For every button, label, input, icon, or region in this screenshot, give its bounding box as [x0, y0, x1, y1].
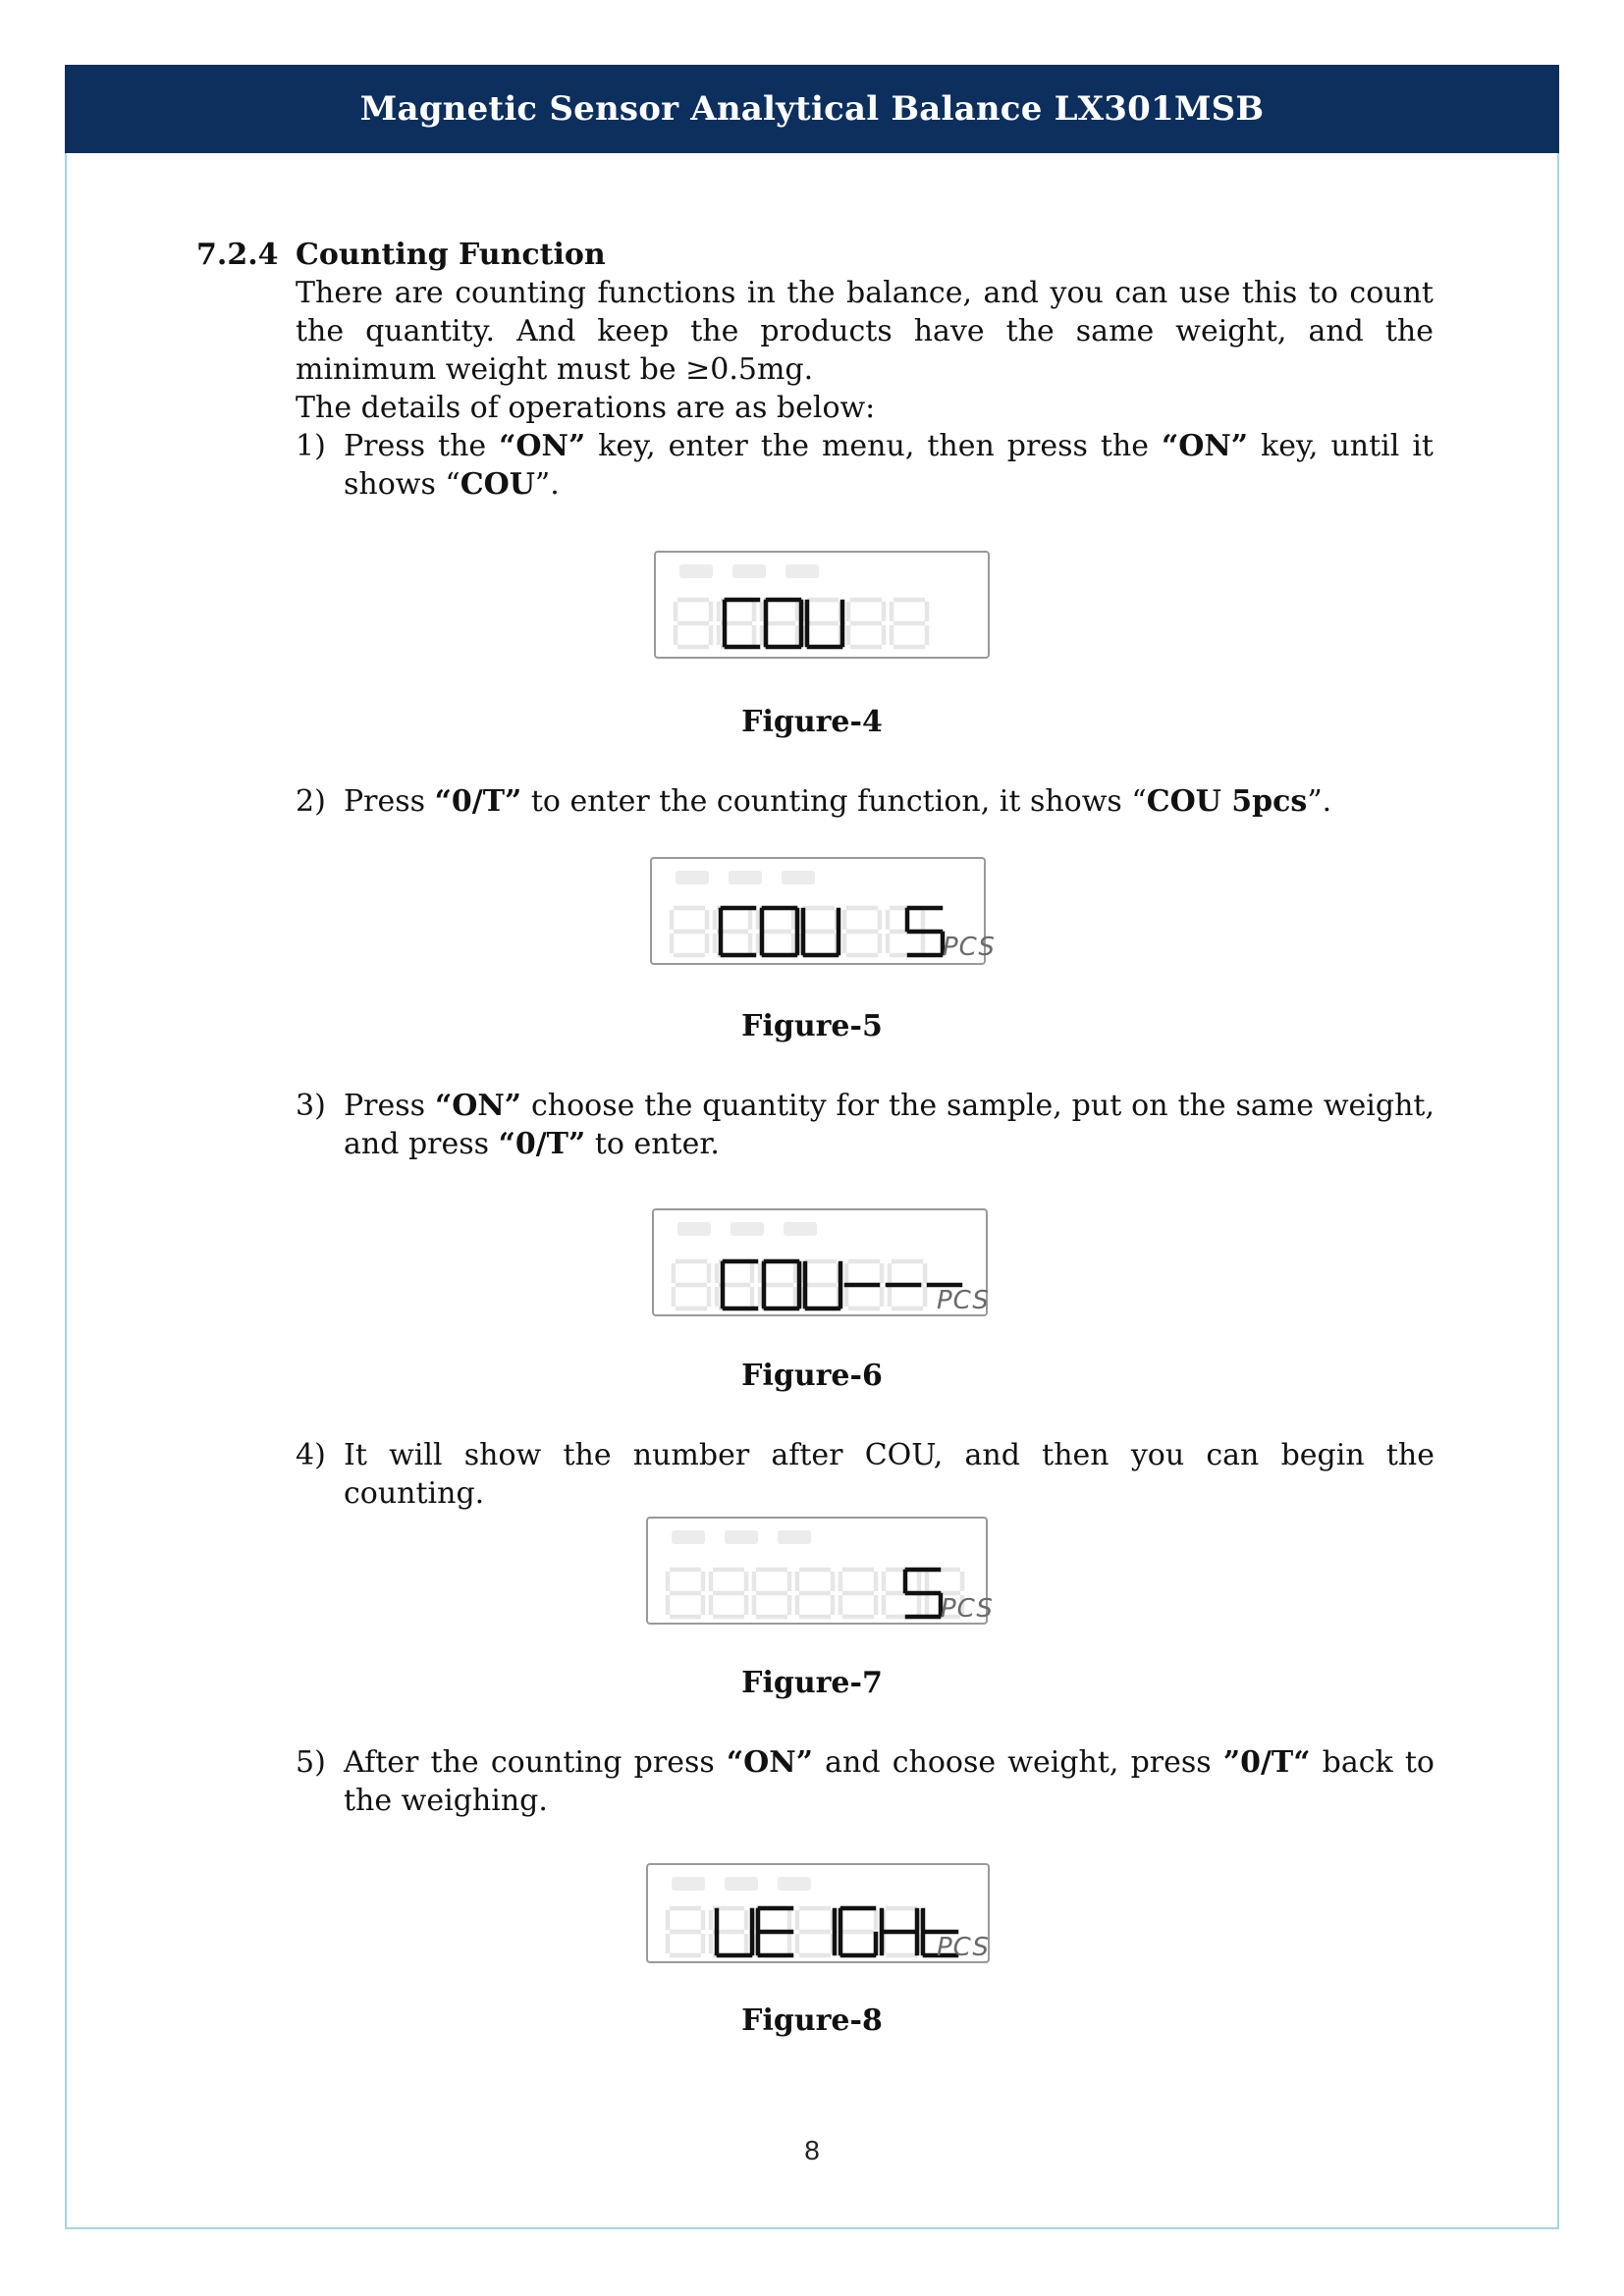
lcd-segments [652, 859, 996, 967]
lcd-display-figure-4 [654, 551, 990, 659]
step-text: It will show the number after COU, and then you can begin the counting. [344, 1438, 1435, 1511]
lcd-digit [882, 1910, 917, 1953]
figure-caption: Figure-5 [741, 1009, 883, 1043]
figure-caption: Figure-6 [741, 1359, 883, 1393]
step-5 [296, 1743, 1435, 1820]
step-number: 1) [296, 429, 326, 463]
lcd-unit-label: PCS [941, 1594, 994, 1624]
lcd-indicator-ghost [672, 1530, 705, 1544]
lcd-indicator-ghost [676, 871, 709, 884]
section-number: 7.2.4 [196, 238, 279, 272]
section-heading [196, 237, 1434, 274]
lcd-indicator-ghost [784, 1222, 817, 1236]
section-content [196, 237, 1434, 504]
lcd-display-figure-6 [652, 1208, 988, 1316]
figure-caption: Figure-8 [741, 2003, 883, 2038]
lcd-indicator-ghost [782, 871, 815, 884]
lcd-indicator-ghost [778, 1877, 811, 1891]
step-text: Press “0/T” to enter the counting function, it shows “COU 5pcs”. [344, 784, 1332, 819]
lcd-indicator-ghost [677, 1222, 711, 1236]
lcd-unit-label: PCS [937, 1933, 990, 1962]
lcd-display-figure-8 [646, 1863, 990, 1963]
lcd-ghost-digit [797, 1908, 833, 1955]
document-title: Magnetic Sensor Analytical Balance LX301MSB [359, 89, 1265, 129]
step-text: Press the “ON” key, enter the menu, then press the “ON” key, until it shows “COU”. [344, 429, 1434, 502]
step-number: 3) [296, 1089, 326, 1123]
section-title: Counting Function [296, 238, 606, 272]
figure-caption: Figure-4 [741, 705, 883, 739]
lcd-indicator-ghost [725, 1530, 758, 1544]
step-4 [296, 1436, 1435, 1513]
lcd-indicator-ghost [785, 564, 819, 578]
lcd-ghost-digit [801, 908, 837, 955]
step-number: 4) [296, 1438, 326, 1472]
lcd-ghost-digit [711, 1570, 746, 1617]
lcd-display-figure-5 [650, 857, 996, 965]
step-number: 5) [296, 1745, 326, 1780]
lcd-digit [758, 1908, 791, 1955]
lcd-ghost-digit [668, 1908, 703, 1955]
lcd-ghost-digit [676, 600, 711, 647]
lcd-ghost-digit [674, 1261, 709, 1308]
page-number: 8 [804, 2135, 820, 2165]
lcd-indicator-ghost [731, 1222, 764, 1236]
section-intro: There are counting functions in the balance, and you can use this to count the quantity. And keep the products have the same weight, and the minimum weight must be ≥0.5mg. [296, 276, 1434, 387]
lcd-unit-label: PCS [937, 1286, 990, 1315]
lcd-unit-label: PCS [943, 933, 996, 962]
lcd-indicator-ghost [672, 1877, 705, 1891]
lcd-ghost-digit [892, 600, 927, 647]
lcd-digit [905, 1570, 941, 1617]
lcd-ghost-digit [797, 1570, 833, 1617]
lcd-ghost-digit [848, 600, 884, 647]
lcd-segments [654, 1210, 990, 1318]
lcd-indicator-ghost [729, 871, 762, 884]
lcd-ghost-digit [840, 1570, 876, 1617]
lcd-indicator-ghost [732, 564, 766, 578]
details-line: The details of operations are as below: [296, 391, 876, 425]
lcd-ghost-digit [840, 1908, 876, 1955]
lcd-segments [648, 1519, 994, 1627]
lcd-ghost-digit [668, 1570, 703, 1617]
lcd-display-figure-7 [646, 1517, 994, 1625]
lcd-ghost-digit [844, 908, 880, 955]
step-2 [296, 782, 1435, 821]
lcd-ghost-digit [805, 600, 840, 647]
lcd-segments [656, 553, 992, 661]
lcd-segments [648, 1865, 992, 1965]
header-bar [65, 65, 1559, 153]
lcd-ghost-digit [672, 908, 707, 955]
step-1 [296, 427, 1434, 504]
step-number: 2) [296, 784, 326, 819]
step-text: Press “ON” choose the quantity for the sample, put on the same weight, and press “0/T” to enter. [344, 1089, 1435, 1161]
lcd-ghost-digit [754, 1570, 789, 1617]
lcd-indicator-ghost [679, 564, 713, 578]
figure-caption: Figure-7 [741, 1666, 883, 1700]
step-3 [296, 1087, 1435, 1163]
lcd-indicator-ghost [778, 1530, 811, 1544]
step-text: After the counting press “ON” and choose weight, press ”0/T“ back to the weighing. [344, 1745, 1435, 1818]
lcd-indicator-ghost [725, 1877, 758, 1891]
lcd-ghost-digit [803, 1261, 839, 1308]
